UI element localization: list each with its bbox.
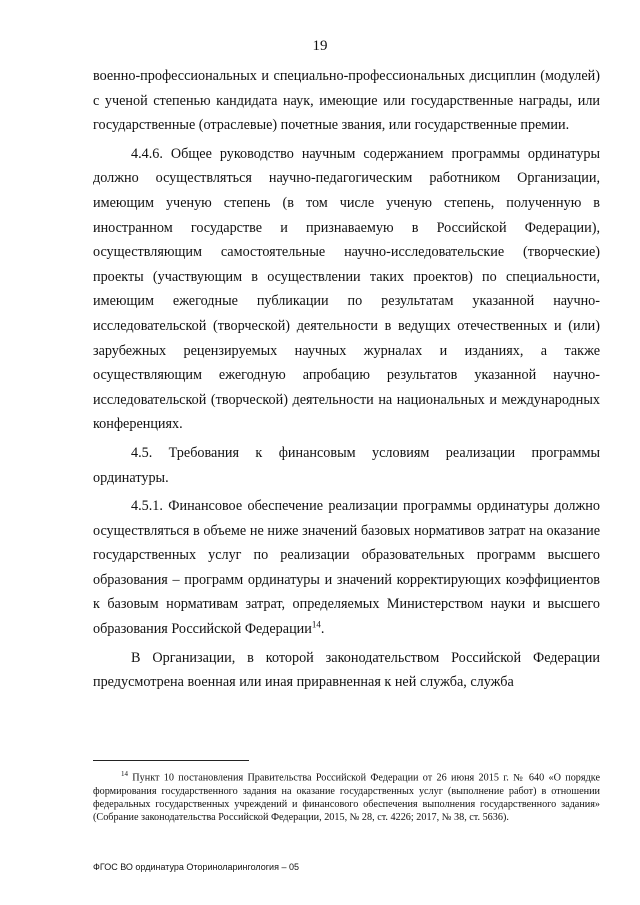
paragraph-4-4-6: 4.4.6. Общее руководство научным содержанием программы ординатуры должно осуществляться научно-педагогическим работником Организации, имеющим ученую степень (в том числе ученую степень, полученную в иностранном государстве и признаваемую в Российской Федерации), осуществляющим самостоятельные научно-исследовательские (творческие) проекты (участвующим в осуществлении таких проектов) по специальности, имеющим ежегодные публикации по результатам указанной научно-исследовательской (творческой) деятельности в ведущих отечественных и (или) зарубежных рецензируемых научных журналах и изданиях, а также осуществляющим ежегодную апробацию результатов указанной научно-исследовательской (творческой) деятельности на национальных и международных конференциях. xyxy=(93,145,600,433)
footnote xyxy=(93,768,600,824)
footnote-number: 14 xyxy=(121,770,128,778)
document-body xyxy=(93,64,600,699)
paragraph-4-5-1-text: 4.5.1. Финансовое обеспечение реализации программы ординатуры должно осуществляться в объеме не ниже значений базовых нормативов затрат на оказание государственных услуг по реализации образовательных программ высшего образования – программ ординатуры и значений корректирующих коэффициентов к базовым нормативам затрат, определяемых Министерством науки и высшего образования Российской Федерации xyxy=(93,498,600,638)
paragraph-organization: В Организации, в которой законодательством Российской Федерации предусмотрена военная или иная приравненная к ней служба, служба xyxy=(93,649,600,691)
footnote-text: Пункт 10 постановления Правительства Российской Федерации от 26 июня 2015 г. № 640 «О порядке формирования государственного задания на оказание государственных услуг (выполнение работ) в отношении федеральных государственных учреждений и финансового обеспечения выполнения государственного задания» (Собрание законодательства Российской Федерации, 2015, № 28, ст. 4226; 2017, № 38, ст. 5636). xyxy=(93,772,600,823)
paragraph-4-5: 4.5. Требования к финансовым условиям реализации программы ординатуры. xyxy=(93,444,600,486)
paragraph-4-5-1: 4.5.1. Финансовое обеспечение реализации программы ординатуры должно осуществляться в объеме не ниже значений базовых нормативов затрат на оказание государственных услуг по реализации образовательных программ высшего образования – программ ординатуры и значений корректирующих коэффициентов к базовым нормативам затрат, определяемых Министерством науки и высшего образования Российской Федерации$^{14}$. xyxy=(93,498,600,638)
page-footer: ФГОС ВО ординатура Оториноларингология – 05 xyxy=(93,862,299,872)
page-number: 19 xyxy=(312,38,328,54)
footnote-reference: 14 xyxy=(311,619,321,630)
footnote-divider xyxy=(93,760,249,761)
paragraph-continued: военно-профессиональных и специально-профессиональных дисциплин (модулей) с ученой степенью кандидата наук, имеющие или государственные награды, или государственные (отраслевые) почетные звания, или государственные премии. xyxy=(93,68,600,134)
